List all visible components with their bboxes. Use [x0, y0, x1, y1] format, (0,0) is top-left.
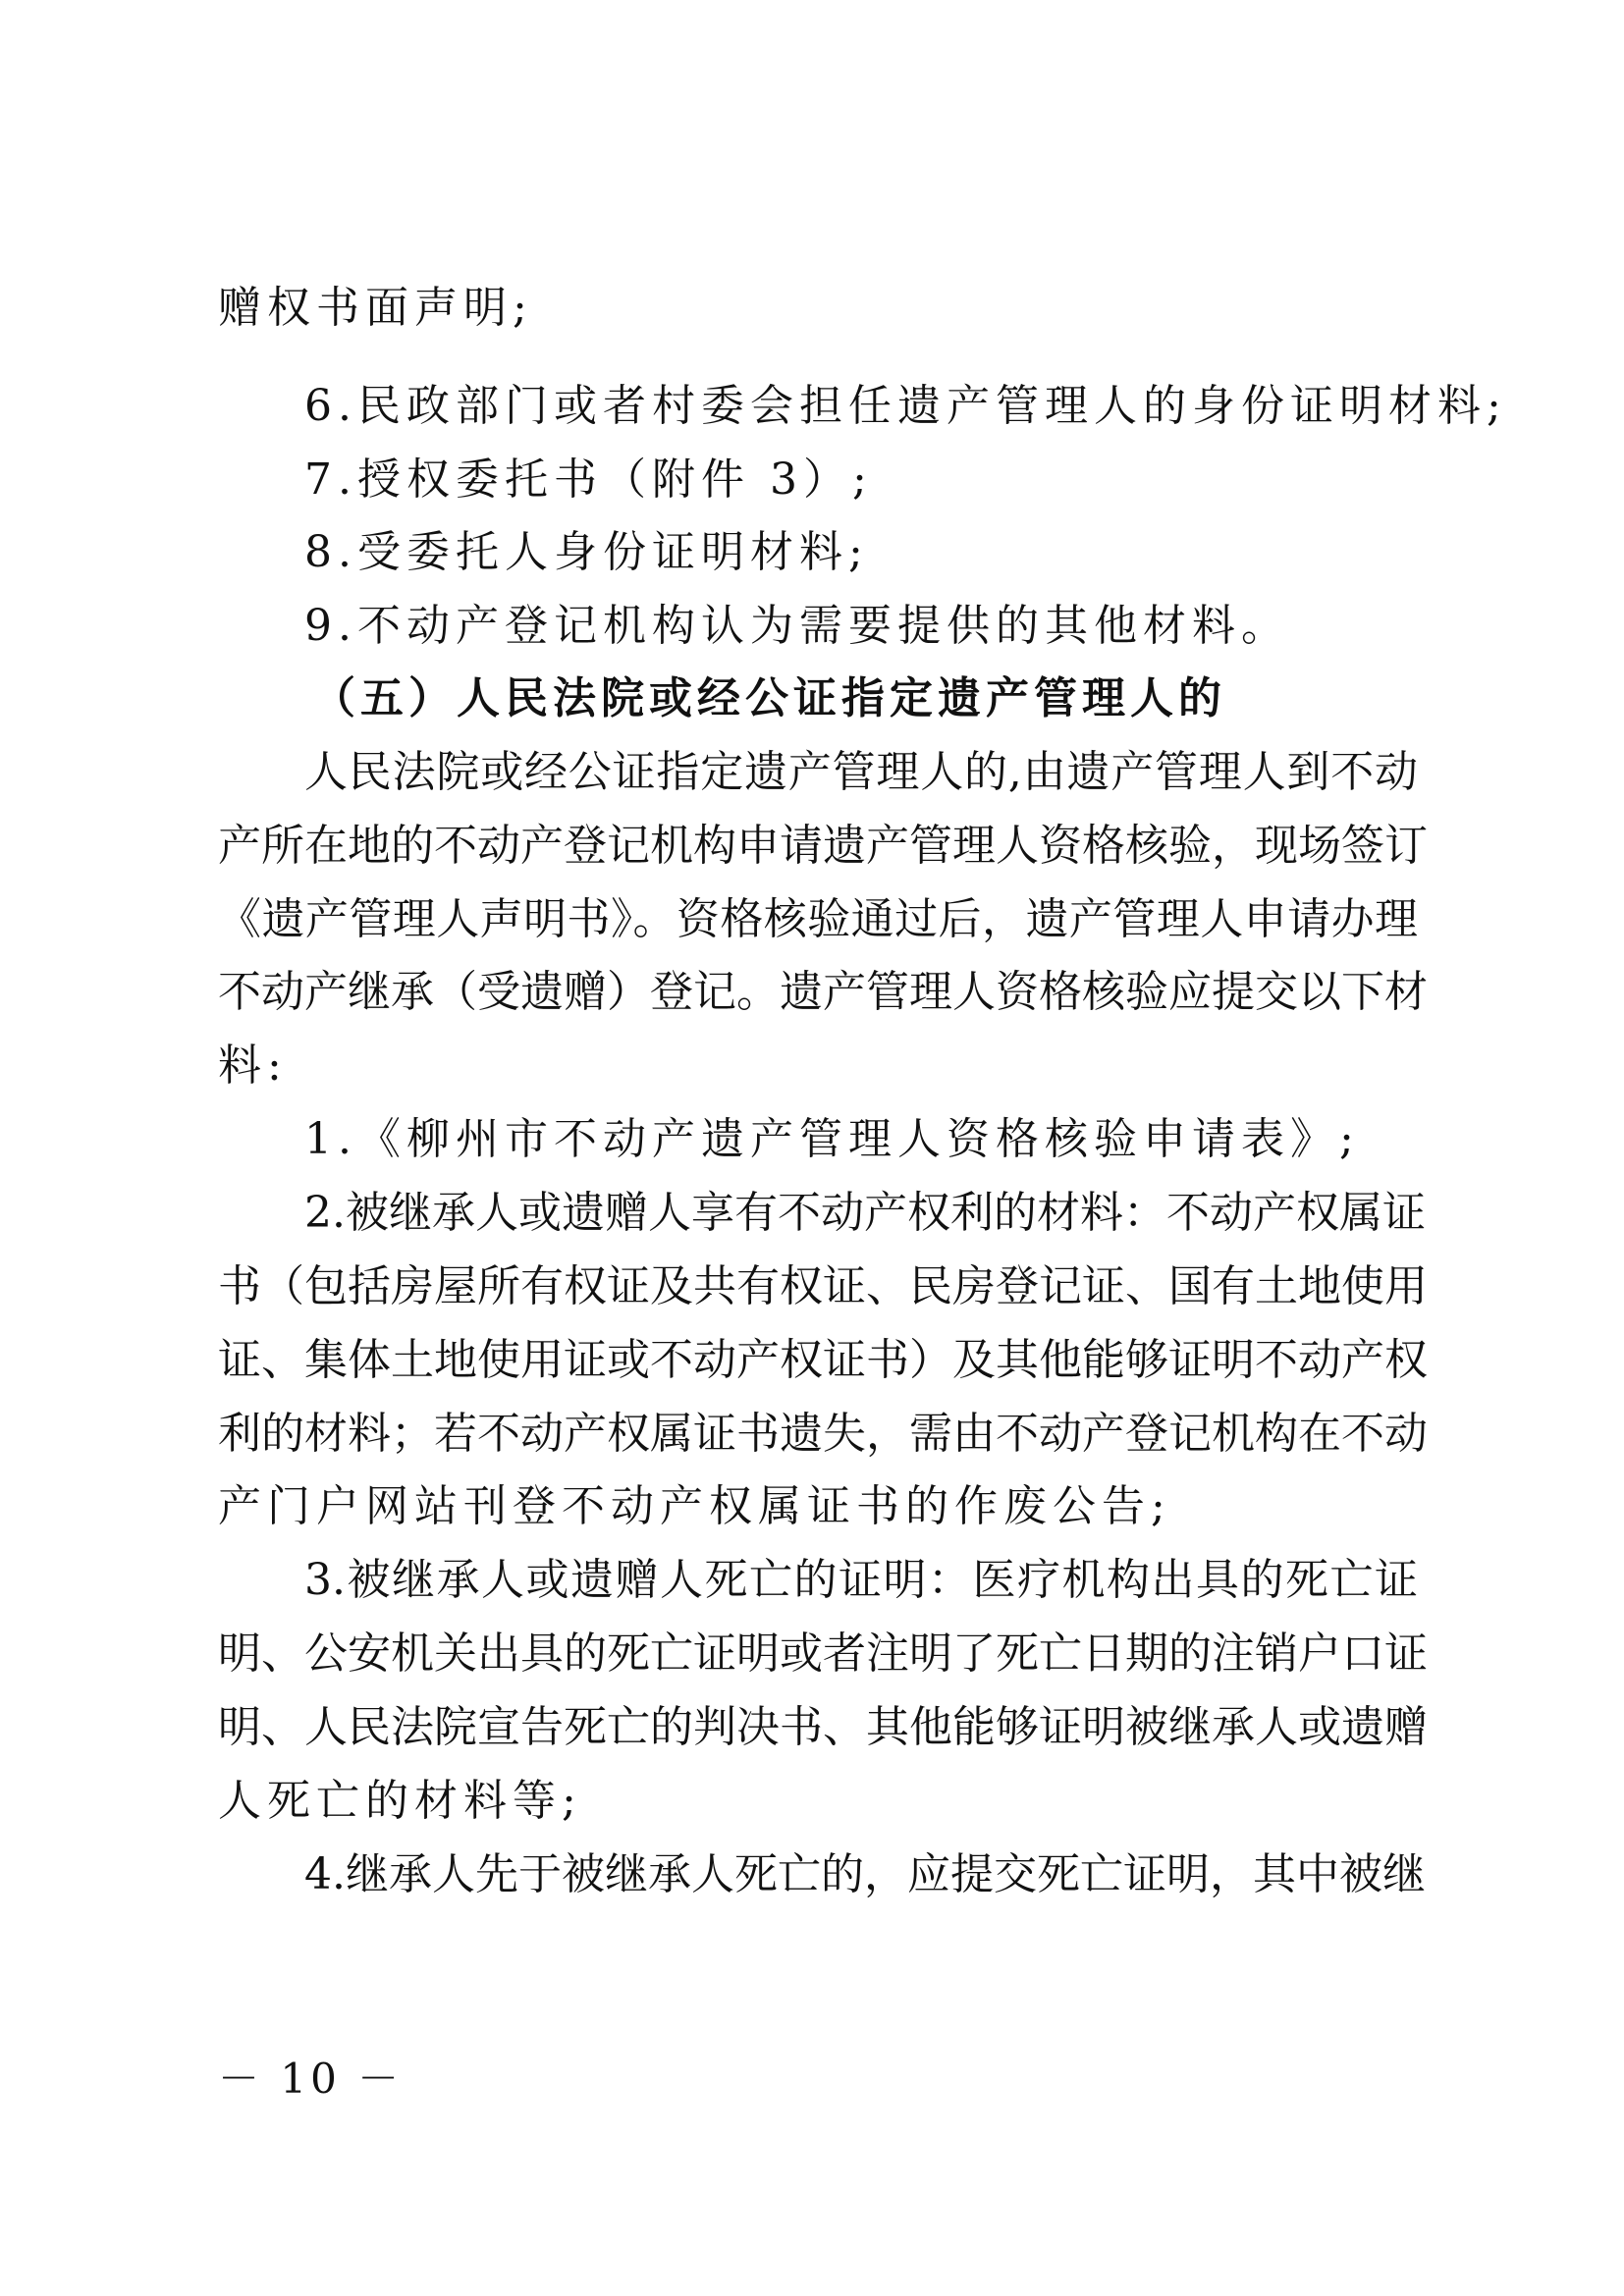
paragraph-line: 产门户网站刊登不动产权属证书的作废公告; — [218, 1481, 1171, 1531]
list-item-8: 8.受委托人身份证明材料; — [304, 527, 869, 577]
paragraph-line: 人死亡的材料等; — [218, 1776, 582, 1826]
list-item-3: 3.被继承人或遗赠人死亡的证明：医疗机构出具的死亡证 — [304, 1555, 1418, 1605]
list-item-4: 4.继承人先于被继承人死亡的，应提交死亡证明，其中被继 — [304, 1849, 1426, 1899]
section-heading: （五）人民法院或经公证指定遗产管理人的 — [312, 673, 1226, 723]
list-item-1: 1.《柳州市不动产遗产管理人资格核验申请表》; — [304, 1114, 1360, 1164]
paragraph-line: 证、集体土地使用证或不动产权证书）及其他能够证明不动产权 — [218, 1335, 1428, 1385]
paragraph-line: 明、人民法院宣告死亡的判决书、其他能够证明被继承人或遗赠 — [218, 1702, 1428, 1752]
text-line: 赠权书面声明; — [218, 283, 533, 333]
list-item-9: 9.不动产登记机构认为需要提供的其他材料。 — [304, 601, 1290, 651]
list-item-7: 7.授权委托书（附件 3）; — [304, 454, 873, 505]
page-number: － 10 － — [218, 2055, 404, 2103]
list-item-2: 2.被继承人或遗赠人享有不动产权利的材料：不动产权属证 — [304, 1188, 1426, 1238]
paragraph-line: 料: — [218, 1041, 288, 1091]
list-item-6: 6.民政部门或者村委会担任遗产管理人的身份证明材料; — [304, 381, 1507, 431]
paragraph-line: 产所在地的不动产登记机构申请遗产管理人资格核验，现场签订 — [218, 821, 1428, 871]
paragraph-line: 不动产继承（受遗赠）登记。遗产管理人资格核验应提交以下材 — [218, 967, 1428, 1017]
paragraph-line: 利的材料；若不动产权属证书遗失，需由不动产登记机构在不动 — [218, 1409, 1428, 1459]
paragraph-line: 人民法院或经公证指定遗产管理人的,由遗产管理人到不动 — [304, 747, 1418, 797]
paragraph-line: 明、公安机关出具的死亡证明或者注明了死亡日期的注销户口证 — [218, 1629, 1428, 1679]
paragraph-line: 《遗产管理人声明书》。资格核验通过后，遗产管理人申请办理 — [218, 894, 1418, 944]
paragraph-line: 书（包括房屋所有权证及共有权证、民房登记证、国有土地使用 — [218, 1261, 1428, 1311]
